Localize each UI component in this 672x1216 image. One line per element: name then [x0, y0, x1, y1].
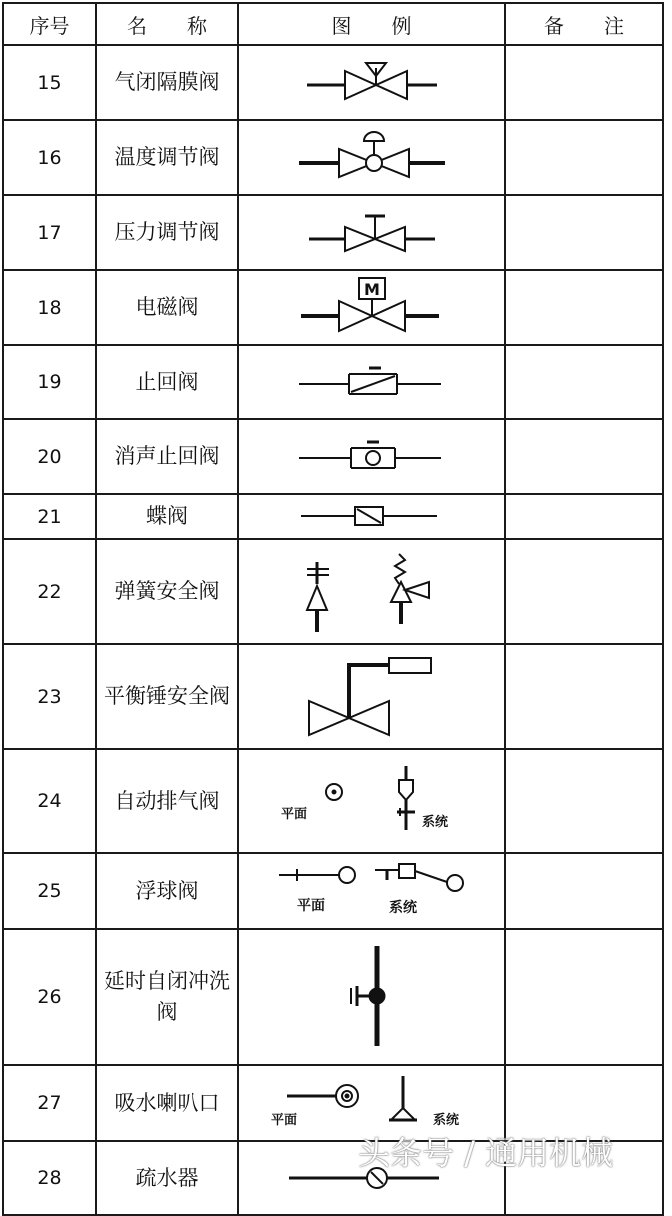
valve-name: 电磁阀	[96, 270, 238, 345]
row-number: 15	[3, 45, 96, 120]
valve-legend-table	[2, 2, 664, 1216]
system-label: 系统	[389, 900, 417, 916]
symbol-cell	[238, 345, 505, 419]
spring-safety-valve-icon	[239, 540, 506, 643]
note-cell	[505, 929, 663, 1065]
table-row	[3, 120, 663, 195]
pressure-control-valve-icon	[239, 196, 506, 269]
symbol-cell	[238, 749, 505, 853]
row-number: 18	[3, 270, 96, 345]
temperature-control-valve-icon	[239, 121, 506, 194]
valve-name: 疏水器	[96, 1141, 238, 1215]
row-number: 27	[3, 1065, 96, 1141]
note-cell	[505, 45, 663, 120]
valve-name: 温度调节阀	[96, 120, 238, 195]
row-number: 28	[3, 1141, 96, 1215]
row-number: 21	[3, 494, 96, 539]
row-number: 22	[3, 539, 96, 644]
watermark: 头条号 / 通用机械	[358, 1134, 614, 1172]
valve-name: 止回阀	[96, 345, 238, 419]
valve-name: 压力调节阀	[96, 195, 238, 270]
plan-label: 平面	[281, 807, 308, 822]
header-row	[3, 3, 663, 45]
symbol-cell	[238, 494, 505, 539]
valve-name: 蝶阀	[96, 494, 238, 539]
check-valve-icon	[239, 346, 506, 418]
table-row	[3, 929, 663, 1065]
float-valve-icon	[239, 854, 506, 928]
header-symbol: 图 例	[238, 3, 505, 45]
row-number: 20	[3, 419, 96, 494]
table-row	[3, 45, 663, 120]
valve-name: 消声止回阀	[96, 419, 238, 494]
system-label: 系统	[433, 1113, 460, 1128]
note-cell	[505, 120, 663, 195]
table-row	[3, 494, 663, 539]
table-row	[3, 419, 663, 494]
table-row	[3, 644, 663, 749]
table-row	[3, 853, 663, 929]
valve-name: 弹簧安全阀	[96, 539, 238, 644]
row-number: 23	[3, 644, 96, 749]
note-cell	[505, 195, 663, 270]
auto-air-vent-icon	[239, 750, 506, 852]
valve-name: 平衡锤安全阀	[96, 644, 238, 749]
valve-name: 自动排气阀	[96, 749, 238, 853]
header-note: 备 注	[505, 3, 663, 45]
plan-label: 平面	[271, 1113, 298, 1128]
note-cell	[505, 419, 663, 494]
table-row	[3, 270, 663, 345]
table-row	[3, 345, 663, 419]
table-row	[3, 749, 663, 853]
symbol-cell	[238, 644, 505, 749]
valve-name: 气闭隔膜阀	[96, 45, 238, 120]
row-number: 24	[3, 749, 96, 853]
note-cell	[505, 270, 663, 345]
row-number: 26	[3, 929, 96, 1065]
system-label: 系统	[422, 815, 449, 830]
row-number: 19	[3, 345, 96, 419]
valve-name: 吸水喇叭口	[96, 1065, 238, 1141]
symbol-cell	[238, 45, 505, 120]
solenoid-valve-icon	[239, 271, 506, 344]
symbol-cell	[238, 419, 505, 494]
symbol-cell	[238, 120, 505, 195]
symbol-cell	[238, 853, 505, 929]
note-cell	[505, 345, 663, 419]
note-cell	[505, 494, 663, 539]
solenoid-label: M	[364, 280, 380, 299]
symbol-cell	[238, 929, 505, 1065]
symbol-cell	[238, 195, 505, 270]
note-cell	[505, 749, 663, 853]
symbol-cell	[238, 539, 505, 644]
delay-flush-valve-icon	[239, 930, 506, 1064]
symbol-cell	[238, 270, 505, 345]
valve-name: 延时自闭冲洗阀	[96, 929, 238, 1065]
butterfly-valve-icon	[239, 495, 506, 538]
plan-label: 平面	[297, 898, 325, 914]
valve-name: 浮球阀	[96, 853, 238, 929]
diaphragm-valve-icon	[239, 46, 506, 119]
note-cell	[505, 539, 663, 644]
table-row	[3, 195, 663, 270]
weight-safety-valve-icon	[239, 645, 506, 748]
header-num: 序号	[3, 3, 96, 45]
row-number: 16	[3, 120, 96, 195]
row-number: 25	[3, 853, 96, 929]
note-cell	[505, 853, 663, 929]
row-number: 17	[3, 195, 96, 270]
note-cell	[505, 644, 663, 749]
table-row	[3, 539, 663, 644]
header-name: 名 称	[96, 3, 238, 45]
silent-check-valve-icon	[239, 420, 506, 493]
